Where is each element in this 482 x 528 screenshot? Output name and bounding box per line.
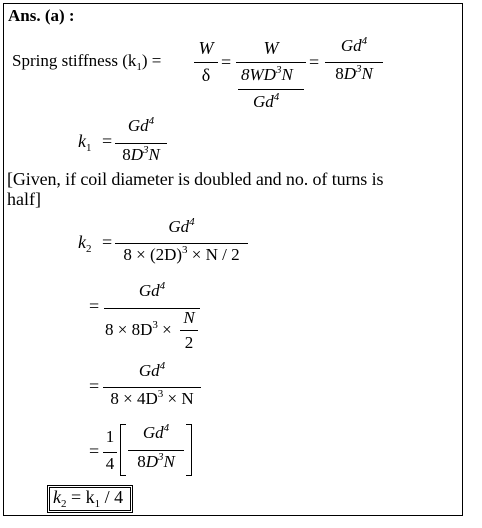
step2-n: N [183,308,195,327]
frac2-sub-den: Gd$^4$ [253,91,280,111]
frac3-den: $8D^3N$ [335,63,373,83]
step4-bar [128,450,184,451]
k2-num: Gd$^4$ [168,216,195,236]
step4-num: Gd$^4$ [142,422,170,442]
eq-sign: = [102,232,113,252]
eq-sign: = [102,131,113,151]
quarter-num: 1 [105,427,115,446]
eq-sign: = [89,296,100,316]
right-bracket [186,424,192,476]
k1-label: $k_1$ [78,131,92,154]
frac2-sub-bar [238,89,304,90]
answer-heading: Ans. (a) : [8,6,75,25]
left-bracket [120,424,126,476]
frac3-num: Gd$^4$ [340,35,368,55]
k1-den: $8D^3N$ [122,144,160,164]
result-formula: $k_2 = k_1 / 4$ [53,487,124,510]
step2-den: $8 \times 8D^3$ × [105,319,172,339]
step3-num: Gd$^4$ [138,360,166,380]
frac1-den: δ [201,65,211,85]
eq-sign: = [89,441,100,461]
step2-num: Gd$^4$ [138,280,166,300]
k2-den: $8 \times (2D)^3 \times N / 2$ [123,244,240,264]
step3-den: $8 \times 4D^3 \times N$ [110,388,194,408]
step3-bar [103,387,201,388]
stiffness-label: Spring stiffness $(k_1)$ = [12,51,162,73]
given-line-2: half] [7,189,41,209]
given-line-1: [Given, if coil diameter is doubled and no. of turns is [7,169,384,189]
quarter-bar [103,452,117,453]
step2-two: 2 [184,333,194,352]
frac1-num: W [198,38,214,58]
step2-half-bar [180,330,198,331]
k1-bar [115,143,167,144]
eq-sign: = [221,52,232,72]
frac2-num: W [263,38,279,58]
k1-num: Gd$^4$ [127,115,155,135]
frac1-bar [194,62,218,63]
quarter-den: 4 [105,454,115,473]
step4-den: $8D^3N$ [137,451,175,471]
k2-label: $k_2$ [78,232,92,255]
frac2-sub-num: $8WD^3N$ [241,64,293,84]
eq-sign: = [309,52,320,72]
frac3-bar [325,62,383,63]
eq-sign: = [89,376,100,396]
frac2-bar [236,62,306,63]
